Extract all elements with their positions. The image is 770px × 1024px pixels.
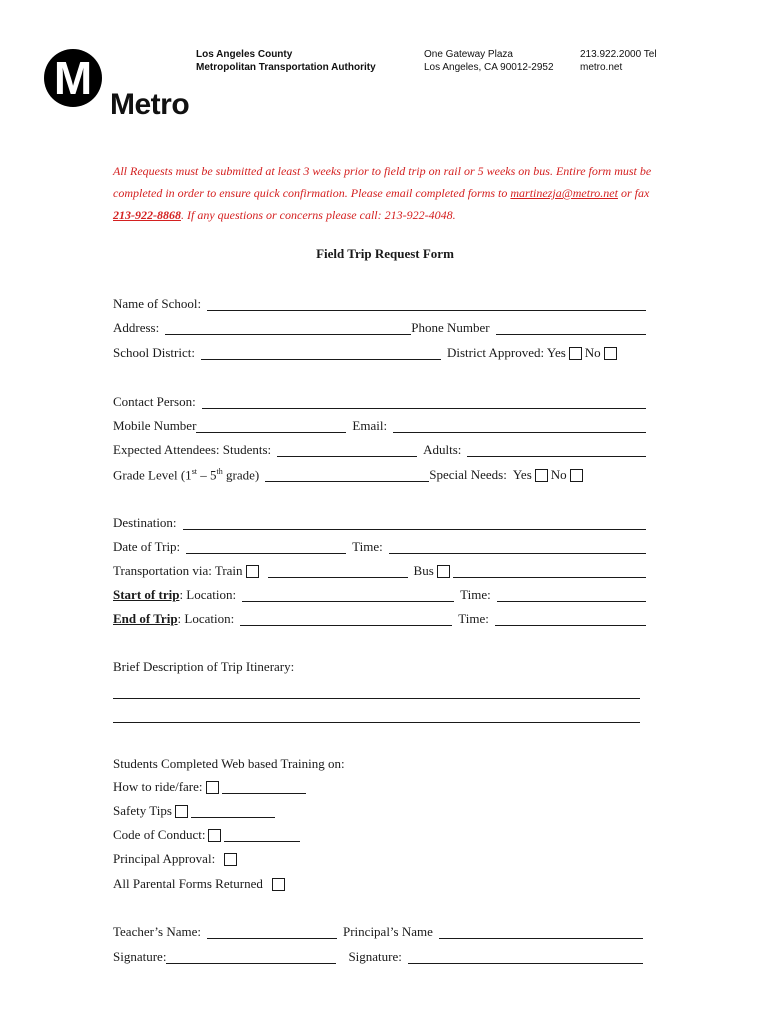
adults-label: Adults: <box>423 442 462 457</box>
itinerary-row <box>113 653 646 677</box>
how-to-ride-row <box>113 773 646 797</box>
school-name-label: Name of School: <box>113 296 202 311</box>
mobile-number-label: Mobile Number <box>113 418 197 433</box>
district-approved-no-label: No <box>584 345 601 360</box>
itinerary-line-2-row <box>113 702 640 726</box>
itinerary-line-2[interactable] <box>113 708 640 723</box>
special-needs-no-checkbox[interactable] <box>570 469 583 482</box>
notice-email-link[interactable]: martinezja@metro.net <box>510 186 618 200</box>
start-time-field[interactable] <box>497 587 646 602</box>
address-field[interactable] <box>165 320 411 335</box>
metro-brand-name: Metro <box>110 88 190 121</box>
principal-signature-label: Signature: <box>348 949 402 964</box>
special-needs-no-label: No <box>550 467 567 482</box>
train-field[interactable] <box>268 563 408 578</box>
start-of-trip-label: Start of trip: Location: <box>113 587 237 602</box>
end-of-trip-row <box>113 605 646 629</box>
safety-tips-label: Safety Tips <box>113 803 172 818</box>
train-checkbox[interactable] <box>246 565 259 578</box>
district-approved-yes-checkbox[interactable] <box>569 347 582 360</box>
org-line-2: Metropolitan Transportation Authority <box>196 62 376 73</box>
training-heading: Students Completed Web based Training on: <box>113 756 345 771</box>
destination-row <box>113 509 646 533</box>
bus-checkbox[interactable] <box>437 565 450 578</box>
destination-field[interactable] <box>183 515 646 530</box>
school-district-field[interactable] <box>201 345 441 360</box>
end-time-label: Time: <box>458 611 489 626</box>
metro-logo-letter: M <box>53 52 93 104</box>
end-time-field[interactable] <box>495 611 646 626</box>
principal-name-label: Principal’s Name <box>343 924 433 939</box>
parental-forms-checkbox[interactable] <box>272 878 285 891</box>
school-district-row <box>113 339 646 363</box>
code-of-conduct-checkbox[interactable] <box>208 829 221 842</box>
end-of-trip-label: End of Trip: Location: <box>113 611 235 626</box>
teacher-name-field[interactable] <box>207 924 337 939</box>
submission-notice <box>113 160 653 226</box>
start-of-trip-row <box>113 581 646 605</box>
notice-text-1: All Requests must be submitted at least 3 weeks prior to field trip on rail or 5 weeks on bus. Entire form must be completed in order to ensure quick confirmation. Please email completed forms to <box>113 164 652 200</box>
adults-field[interactable] <box>467 442 646 457</box>
how-to-ride-checkbox[interactable] <box>206 781 219 794</box>
email-field[interactable] <box>393 418 646 433</box>
form-title: Field Trip Request Form <box>316 246 454 261</box>
date-of-trip-field[interactable] <box>186 539 346 554</box>
parental-forms-label: All Parental Forms Returned <box>113 876 263 891</box>
org-name-block <box>196 48 376 74</box>
training-heading-row <box>113 750 646 774</box>
contact-block <box>580 48 657 74</box>
school-name-row <box>113 290 646 314</box>
end-location-field[interactable] <box>240 611 452 626</box>
address-label: Address: <box>113 320 160 335</box>
special-needs-label: Special Needs: <box>429 467 507 482</box>
start-location-field[interactable] <box>242 587 454 602</box>
date-time-row <box>113 533 646 557</box>
students-field[interactable] <box>277 442 417 457</box>
notice-fax-number: 213-922-8868 <box>113 208 181 222</box>
code-of-conduct-row <box>113 821 646 845</box>
code-of-conduct-label: Code of Conduct: <box>113 827 206 842</box>
header-phone: 213.922.2000 Tel <box>580 49 657 60</box>
destination-label: Destination: <box>113 515 177 530</box>
phone-number-label: Phone Number <box>411 320 490 335</box>
phone-number-field[interactable] <box>496 320 646 335</box>
special-needs-yes-label: Yes <box>512 467 532 482</box>
email-label: Email: <box>352 418 388 433</box>
how-to-ride-field[interactable] <box>222 779 306 794</box>
date-of-trip-label: Date of Trip: <box>113 539 181 554</box>
principal-name-field[interactable] <box>439 924 643 939</box>
names-row <box>113 918 643 942</box>
notice-text-2: or fax <box>617 186 650 200</box>
org-line-1: Los Angeles County <box>196 49 293 60</box>
safety-tips-field[interactable] <box>191 803 275 818</box>
grade-level-field[interactable] <box>265 467 429 482</box>
notice-text-3: . If any questions or concerns please call: 213-922-4048. <box>181 208 456 222</box>
parental-forms-row <box>113 870 646 894</box>
grade-level-row <box>113 461 646 485</box>
attendees-row <box>113 436 646 460</box>
school-district-label: School District: <box>113 345 195 360</box>
how-to-ride-label: How to ride/fare: <box>113 779 203 794</box>
start-time-label: Time: <box>460 587 491 602</box>
signatures-row <box>113 943 643 967</box>
trip-time-field[interactable] <box>389 539 646 554</box>
itinerary-label: Brief Description of Trip Itinerary: <box>113 659 295 674</box>
itinerary-line-1-row <box>113 678 640 702</box>
teacher-signature-label: Signature: <box>113 949 167 964</box>
bus-field[interactable] <box>453 563 646 578</box>
itinerary-line-1[interactable] <box>113 684 640 699</box>
mobile-number-field[interactable] <box>196 418 346 433</box>
contact-person-row <box>113 388 646 412</box>
safety-tips-checkbox[interactable] <box>175 805 188 818</box>
special-needs-yes-checkbox[interactable] <box>535 469 548 482</box>
teacher-name-label: Teacher’s Name: <box>113 924 201 939</box>
header-website[interactable]: metro.net <box>580 62 623 73</box>
contact-person-label: Contact Person: <box>113 394 196 409</box>
transportation-row <box>113 557 646 581</box>
district-approved-label: District Approved: Yes <box>446 345 566 360</box>
principal-signature-field[interactable] <box>408 949 643 964</box>
safety-tips-row <box>113 797 646 821</box>
principal-approval-label: Principal Approval: <box>113 851 216 866</box>
school-name-field[interactable] <box>207 296 646 311</box>
principal-approval-checkbox[interactable] <box>224 853 237 866</box>
mobile-email-row <box>113 412 646 436</box>
grade-level-label: Grade Level (1st – 5th grade) <box>113 466 260 482</box>
trip-time-label: Time: <box>352 539 383 554</box>
contact-person-field[interactable] <box>202 394 646 409</box>
address-line-1: One Gateway Plaza <box>424 49 513 60</box>
address-line-2: Los Angeles, CA 90012-2952 <box>424 62 554 73</box>
district-approved-no-checkbox[interactable] <box>604 347 617 360</box>
teacher-signature-field[interactable] <box>166 949 336 964</box>
principal-approval-row <box>113 845 646 869</box>
address-block <box>424 48 554 74</box>
address-row <box>113 314 646 338</box>
students-label: Expected Attendees: Students: <box>113 442 272 457</box>
transportation-label: Transportation via: Train <box>113 563 243 578</box>
bus-label: Bus <box>413 563 434 578</box>
code-of-conduct-field[interactable] <box>224 827 300 842</box>
